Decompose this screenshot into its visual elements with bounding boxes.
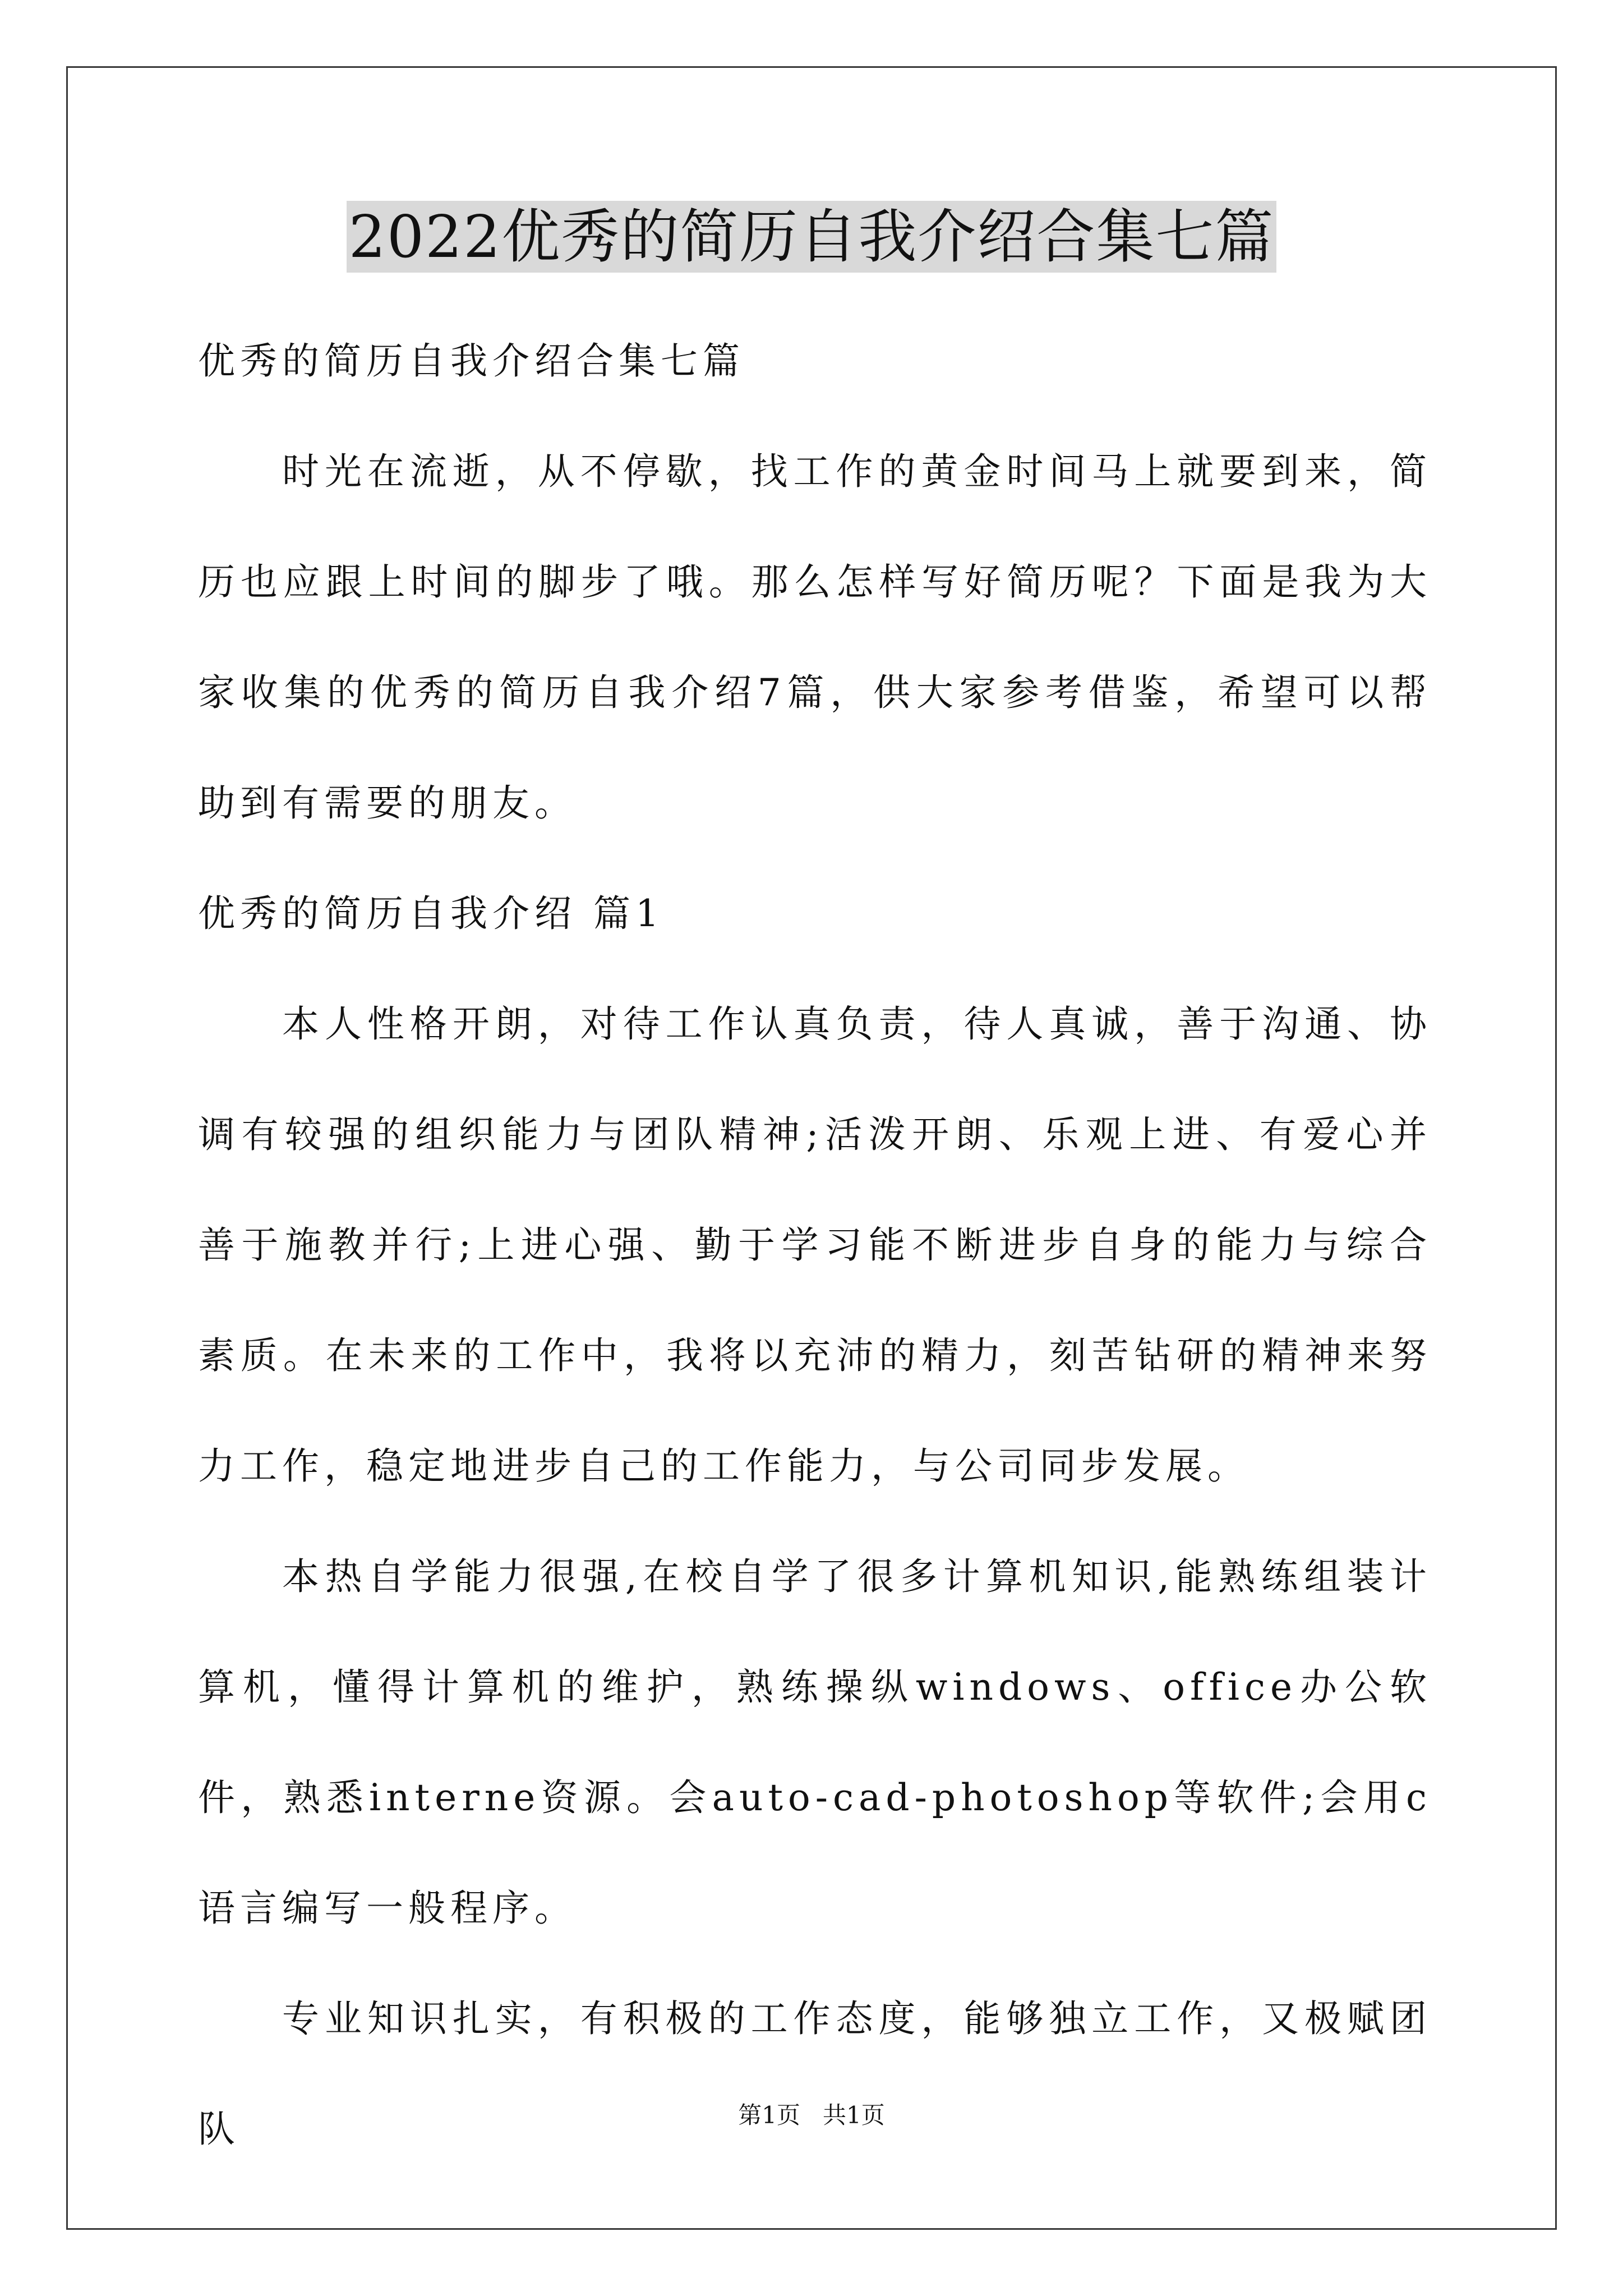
- body-paragraph: 本热自学能力很强,在校自学了很多计算机知识,能熟练组装计算机，懂得计算机的维护，熟练操纵windows、office办公软件，熟悉interne资源。会auto-cad-photoshop等软件;会用c语言编写一般程序。: [198, 1555, 1432, 1930]
- page-footer: 第1页 共1页: [738, 2101, 885, 2129]
- section-heading: 优秀的简历自我介绍 篇1: [198, 892, 664, 935]
- document-subtitle: 优秀的简历自我介绍合集七篇: [198, 339, 745, 383]
- intro-paragraph: 时光在流逝，从不停歇，找工作的黄金时间马上就要到来，简历也应跟上时间的脚步了哦。那么怎样写好简历呢？下面是我为大家收集的优秀的简历自我介绍7篇，供大家参考借鉴，希望可以帮助到有需要的朋友。: [198, 450, 1432, 825]
- body-paragraph: 专业知识扎实，有积极的工作态度，能够独立工作，又极赋团队: [198, 1997, 1432, 2151]
- document-title: 2022优秀的简历自我介绍合集七篇: [347, 201, 1277, 273]
- title-container: [0, 201, 1623, 273]
- document-body: [198, 306, 1432, 2184]
- body-paragraph: 本人性格开朗，对待工作认真负责，待人真诚，善于沟通、协调有较强的组织能力与团队精神;活泼开朗、乐观上进、有爱心并善于施教并行;上进心强、勤于学习能不断进步自身的能力与综合素质。在未来的工作中，我将以充沛的精力，刻苦钻研的精神来努力工作，稳定地进步自己的工作能力，与公司同步发展。: [198, 1002, 1432, 1488]
